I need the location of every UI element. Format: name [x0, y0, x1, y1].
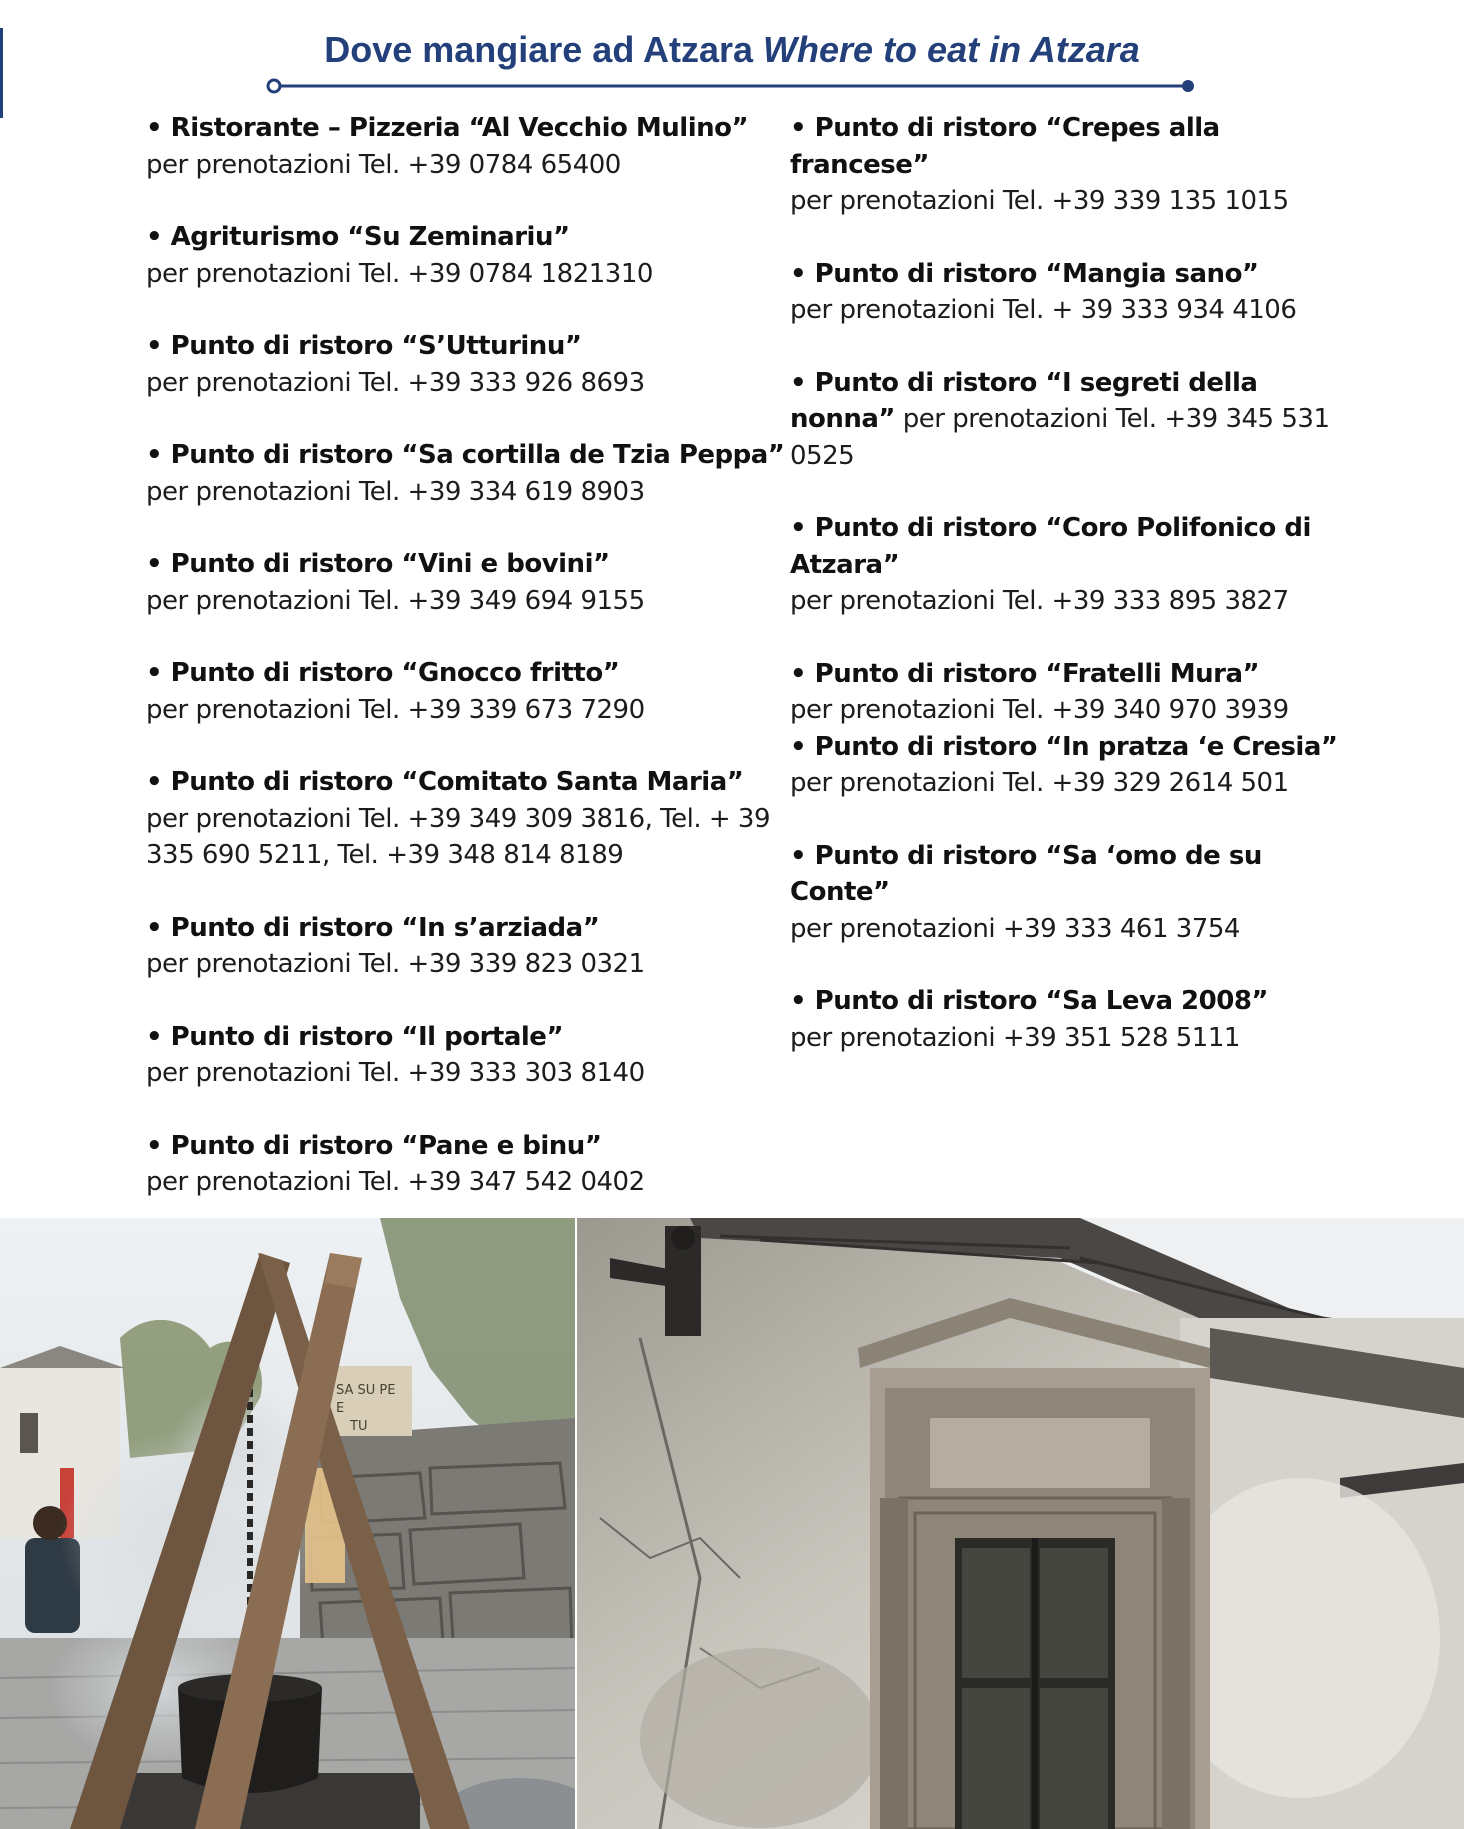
reservation-info: per prenotazioni Tel. +39 347 542 0402 [146, 1167, 645, 1197]
restaurant-entry [146, 764, 786, 874]
restaurant-entry [790, 838, 1350, 948]
restaurant-name: • Punto di ristoro “Fratelli Mura” [790, 658, 1260, 689]
tripod-cauldron-photo [0, 1218, 600, 1829]
reservation-info: per prenotazioni Tel. +39 349 694 9155 [146, 585, 645, 616]
restaurant-name: • Punto di ristoro “Pane e binu” [146, 1130, 602, 1161]
reservation-info: per prenotazioni Tel. +39 333 926 8693 [146, 367, 645, 398]
restaurant-entry [146, 437, 786, 510]
restaurant-entry [790, 510, 1350, 620]
restaurant-name: • Punto di ristoro “Il portale” [146, 1021, 564, 1052]
reservation-info: per prenotazioni Tel. +39 329 2614 501 [790, 768, 1289, 798]
restaurant-name: • Punto di ristoro “Sa ‘omo de su Conte” [790, 840, 1262, 907]
sign-text: TU [350, 1419, 368, 1434]
restaurant-entry [790, 256, 1350, 329]
restaurant-entry [790, 365, 1350, 475]
restaurant-entry [790, 729, 1350, 802]
photo-strip [0, 1218, 1464, 1829]
restaurant-entry [146, 219, 786, 292]
page-title [0, 28, 1464, 72]
reservation-info: per prenotazioni Tel. +39 334 619 8903 [146, 476, 645, 507]
restaurant-entry [146, 655, 786, 728]
restaurant-name: • Punto di ristoro “Sa Leva 2008” [790, 986, 1269, 1016]
reservation-info: per prenotazioni Tel. +39 0784 1821310 [146, 258, 653, 289]
restaurant-name: • Punto di ristoro “In pratza ‘e Cresia” [790, 731, 1338, 762]
reservation-info: per prenotazioni +39 351 528 5111 [790, 1022, 1240, 1053]
restaurant-entry [146, 1128, 786, 1201]
restaurant-name: • Punto di ristoro “Coro Polifonico di Atzara” [790, 513, 1311, 580]
restaurant-entry [146, 910, 786, 983]
title-underline [266, 78, 1196, 94]
restaurant-name: • Punto di ristoro “Crepes alla francese” [790, 113, 1220, 180]
sign-text: SA SU PE [336, 1383, 396, 1398]
restaurant-entry [790, 110, 1350, 220]
old-window-photo [576, 1218, 1464, 1829]
reservation-info: per prenotazioni Tel. + 39 333 934 4106 [790, 295, 1297, 325]
reservation-info: per prenotazioni Tel. +39 0784 65400 [146, 149, 621, 180]
sign-text: E [336, 1401, 345, 1416]
restaurant-entry [146, 1019, 786, 1092]
title-italian: Dove mangiare ad Atzara [324, 29, 754, 70]
restaurant-entry [790, 656, 1350, 729]
restaurant-name: • Ristorante – Pizzeria “Al Vecchio Mulino” [146, 113, 749, 143]
right-column [790, 110, 1350, 1092]
restaurant-name: • Agriturismo “Su Zeminariu” [146, 222, 570, 252]
reservation-info: per prenotazioni Tel. +39 340 970 3939 [790, 695, 1289, 725]
restaurant-name: • Punto di ristoro “Sa cortilla de Tzia Peppa” [146, 440, 785, 470]
reservation-info: per prenotazioni Tel. +39 345 531 0525 [790, 404, 1330, 471]
restaurant-name: • Punto di ristoro “In s’arziada” [146, 912, 600, 943]
title-english: Where to eat in Atzara [763, 29, 1140, 70]
reservation-info: per prenotazioni Tel. +39 333 895 3827 [790, 586, 1289, 616]
restaurant-name: • Punto di ristoro “Comitato Santa Maria” [146, 767, 744, 797]
reservation-info: per prenotazioni Tel. +39 339 135 1015 [790, 186, 1289, 216]
reservation-info: per prenotazioni Tel. +39 349 309 3816, Tel. + 39 335 690 5211, Tel. +39 348 814 8189 [146, 803, 771, 870]
reservation-info: per prenotazioni Tel. +39 339 673 7290 [146, 694, 645, 725]
restaurant-entry [146, 546, 786, 619]
reservation-info: per prenotazioni Tel. +39 333 303 8140 [146, 1058, 645, 1088]
reservation-info: per prenotazioni +39 333 461 3754 [790, 913, 1240, 944]
restaurant-entry [790, 983, 1350, 1056]
restaurant-name: • Punto di ristoro “Mangia sano” [790, 258, 1259, 289]
restaurant-name: • Punto di ristoro “S’Utturinu” [146, 331, 582, 361]
restaurant-entry [146, 328, 786, 401]
restaurant-name: • Punto di ristoro “I segreti della nonna” [790, 367, 1258, 434]
restaurant-entry [146, 110, 786, 183]
reservation-info: per prenotazioni Tel. +39 339 823 0321 [146, 949, 645, 979]
left-column [146, 110, 786, 1237]
restaurant-name: • Punto di ristoro “Vini e bovini” [146, 549, 610, 579]
restaurant-name: • Punto di ristoro “Gnocco fritto” [146, 658, 620, 688]
